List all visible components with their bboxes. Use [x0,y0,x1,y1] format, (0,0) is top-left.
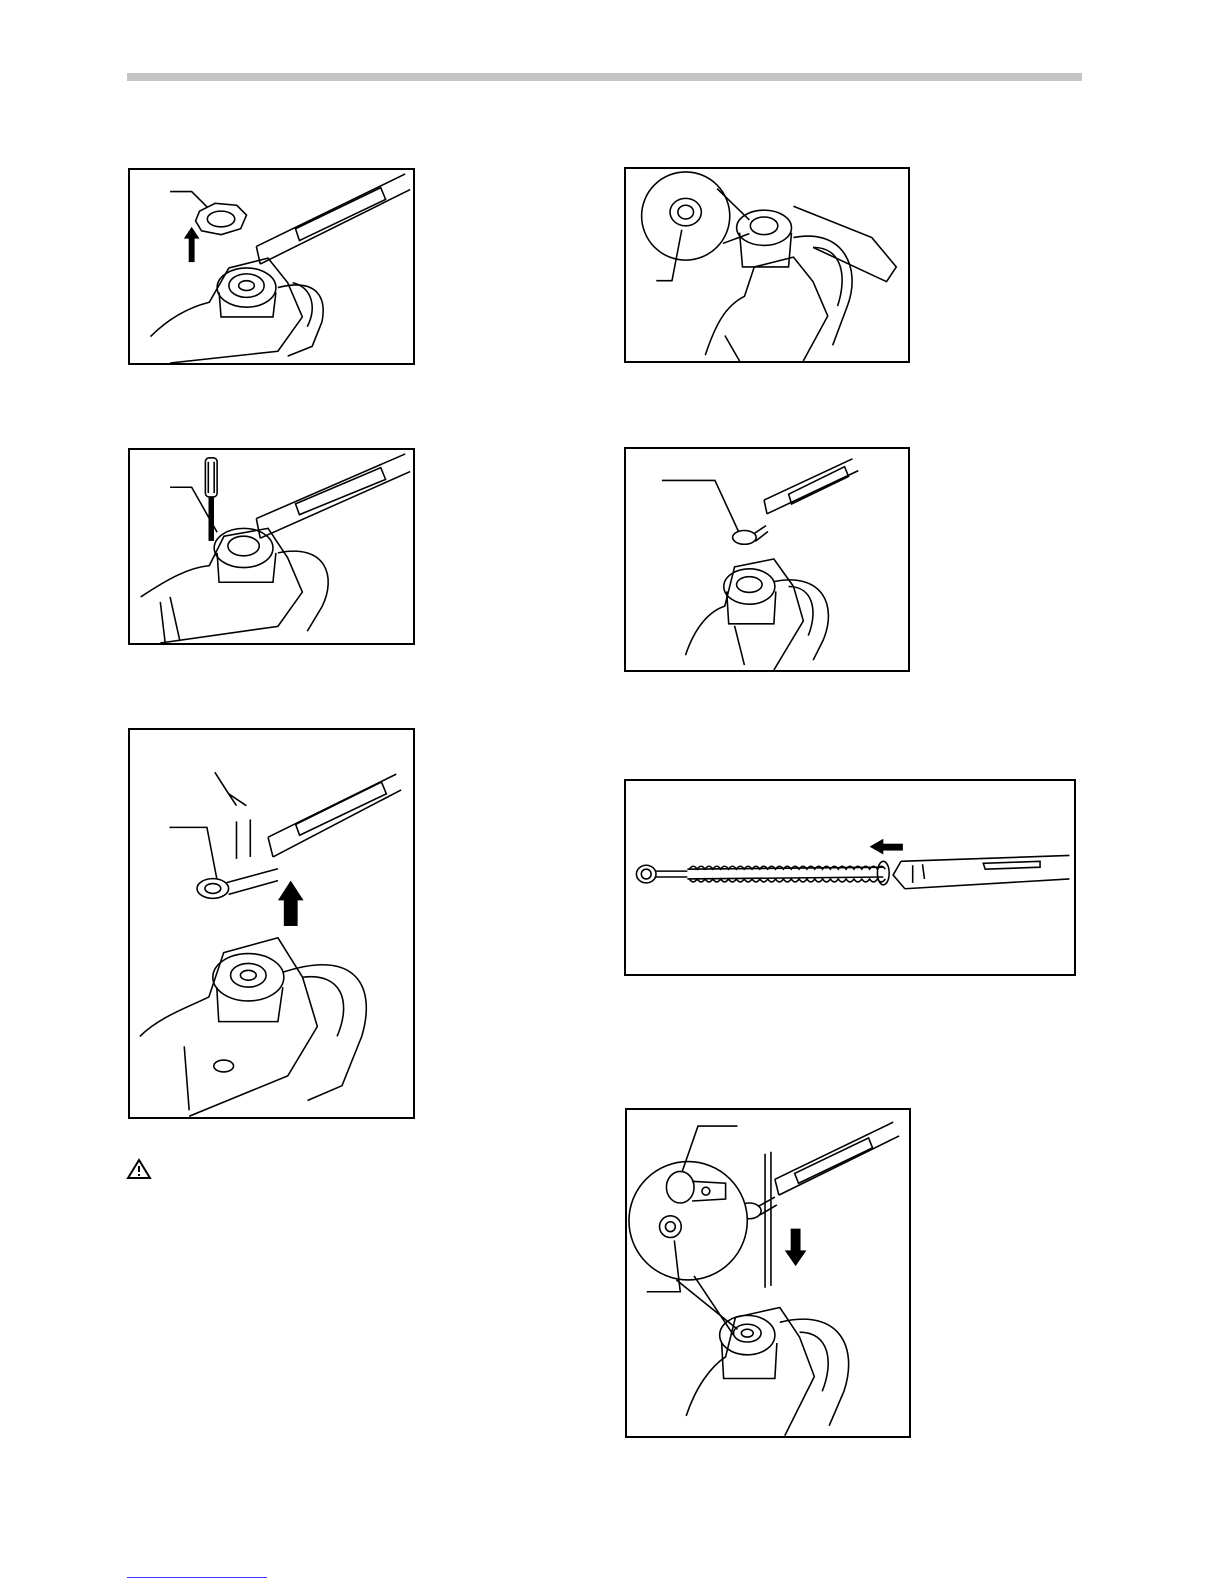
figure-detail-magnified [624,167,910,363]
down-arrow-icon [785,1229,807,1266]
caution-triangle-icon [126,1158,152,1180]
footer-rule [127,1577,267,1578]
tool-illustration [626,169,908,361]
left-arrow-icon [870,839,903,855]
header-rule [127,73,1082,81]
tool-illustration [627,1110,909,1436]
figure-remove-plate [128,168,415,365]
figure-screwdriver [128,448,415,645]
figure-link-plate [624,447,910,672]
up-arrow-icon [184,227,200,262]
tool-illustration [130,450,413,643]
tool-illustration [626,449,908,670]
figure-lift-blade [128,728,415,1119]
figure-blade-insert [624,779,1076,976]
tool-illustration [130,730,413,1117]
tool-illustration [130,170,413,363]
figure-reassembly [625,1108,911,1438]
up-arrow-icon [278,881,304,926]
tool-illustration [626,781,1074,974]
